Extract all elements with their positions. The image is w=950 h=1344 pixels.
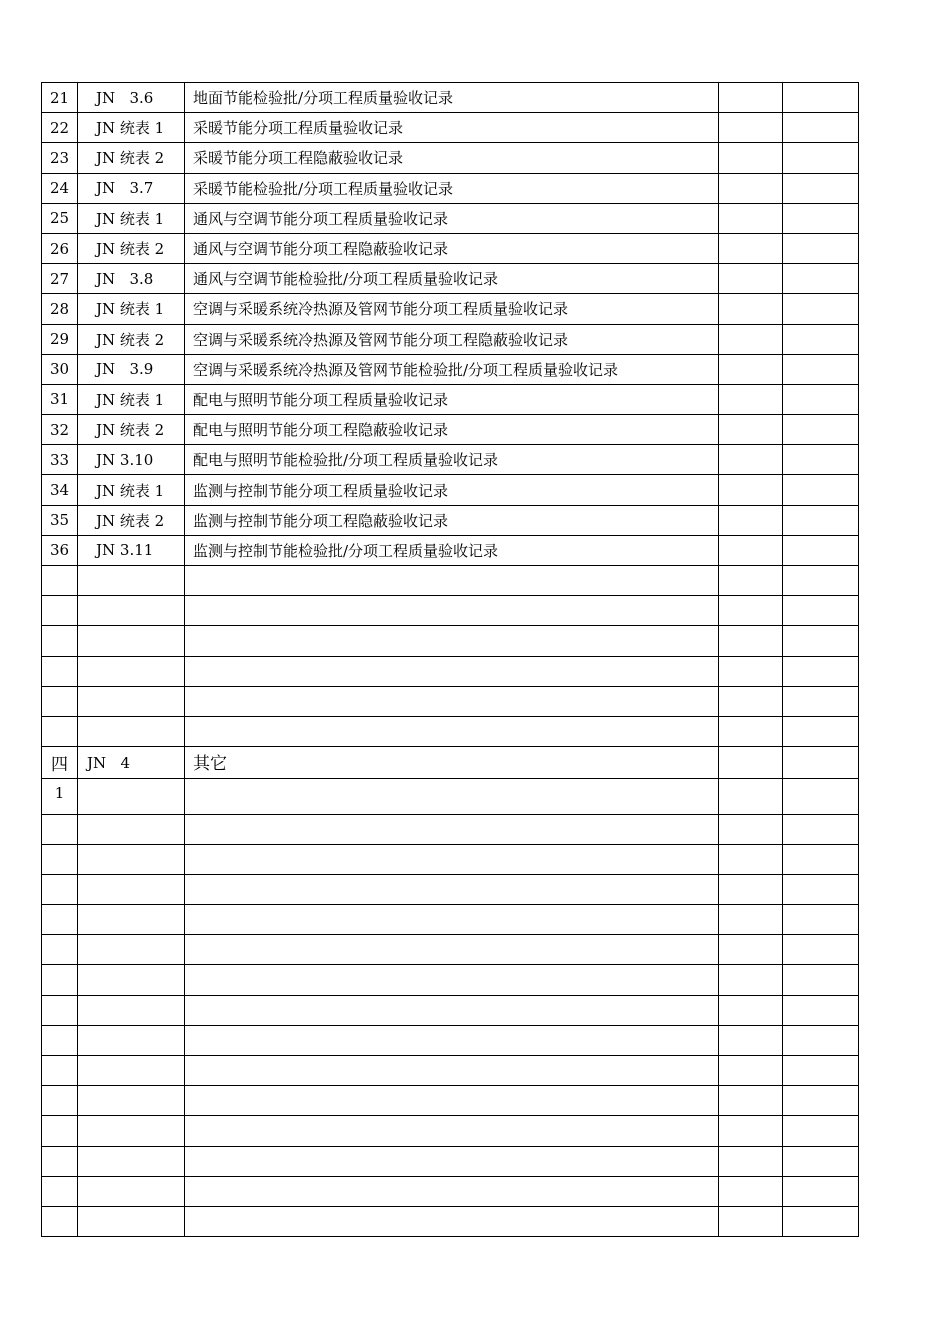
record-name: 空调与采暖系统冷热源及管网节能分项工程质量验收记录 (185, 294, 719, 324)
blank-cell (78, 965, 185, 995)
table-row (42, 83, 859, 113)
blank-cell (719, 143, 783, 173)
table-row (42, 264, 859, 294)
blank-cell (719, 905, 783, 935)
form-code: JN 3.11 (78, 535, 185, 565)
blank-cell (783, 143, 859, 173)
blank-cell (78, 814, 185, 844)
blank-cell (719, 384, 783, 414)
table-row (42, 354, 859, 384)
blank-cell (185, 965, 719, 995)
record-name: 通风与空调节能分项工程隐蔽验收记录 (185, 233, 719, 263)
blank-cell (42, 596, 78, 626)
blank-cell (783, 535, 859, 565)
blank-cell (783, 814, 859, 844)
row-number: 23 (42, 143, 78, 173)
record-name: 通风与空调节能分项工程质量验收记录 (185, 203, 719, 233)
blank-cell (185, 1206, 719, 1236)
form-code: JN 统表 1 (78, 203, 185, 233)
blank-cell (42, 1025, 78, 1055)
blank-cell (783, 505, 859, 535)
blank-cell (783, 874, 859, 904)
blank-cell (783, 324, 859, 354)
blank-cell (78, 779, 185, 814)
blank-cell (783, 656, 859, 686)
blank-cell (78, 596, 185, 626)
blank-cell (783, 747, 859, 779)
blank-cell (78, 905, 185, 935)
row-number: 34 (42, 475, 78, 505)
row-number: 1 (42, 779, 78, 814)
record-name: 监测与控制节能检验批/分项工程质量验收记录 (185, 535, 719, 565)
blank-cell (185, 596, 719, 626)
form-code: JN 统表 2 (78, 233, 185, 263)
blank-cell (78, 935, 185, 965)
empty-row (42, 905, 859, 935)
empty-row (42, 716, 859, 746)
blank-cell (42, 686, 78, 716)
blank-cell (185, 1025, 719, 1055)
blank-cell (42, 1206, 78, 1236)
blank-cell (42, 1146, 78, 1176)
blank-cell (78, 626, 185, 656)
blank-cell (42, 1086, 78, 1116)
blank-cell (78, 1206, 185, 1236)
blank-cell (719, 354, 783, 384)
blank-cell (78, 874, 185, 904)
blank-cell (719, 874, 783, 904)
blank-cell (719, 935, 783, 965)
blank-cell (719, 656, 783, 686)
blank-cell (185, 716, 719, 746)
blank-cell (719, 475, 783, 505)
blank-cell (783, 686, 859, 716)
blank-cell (783, 294, 859, 324)
blank-cell (78, 716, 185, 746)
empty-row (42, 1086, 859, 1116)
blank-cell (185, 656, 719, 686)
table-row (42, 143, 859, 173)
blank-cell (42, 814, 78, 844)
form-code: JN 3.9 (78, 354, 185, 384)
blank-cell (783, 1116, 859, 1146)
blank-cell (719, 173, 783, 203)
blank-cell (783, 935, 859, 965)
blank-cell (783, 716, 859, 746)
blank-cell (719, 965, 783, 995)
empty-row (42, 626, 859, 656)
row-number: 29 (42, 324, 78, 354)
table-row (42, 113, 859, 143)
table-body (42, 83, 859, 1237)
blank-cell (185, 686, 719, 716)
blank-cell (719, 1206, 783, 1236)
blank-cell (783, 354, 859, 384)
form-code: JN 3.8 (78, 264, 185, 294)
blank-cell (783, 203, 859, 233)
record-name: 采暖节能分项工程隐蔽验收记录 (185, 143, 719, 173)
row-number: 35 (42, 505, 78, 535)
blank-cell (719, 779, 783, 814)
blank-cell (78, 844, 185, 874)
empty-row (42, 965, 859, 995)
blank-cell (783, 113, 859, 143)
empty-row (42, 995, 859, 1025)
blank-cell (42, 874, 78, 904)
record-name: 监测与控制节能分项工程质量验收记录 (185, 475, 719, 505)
blank-cell (719, 294, 783, 324)
blank-cell (719, 814, 783, 844)
blank-cell (185, 905, 719, 935)
row-number: 25 (42, 203, 78, 233)
blank-cell (185, 1086, 719, 1116)
blank-cell (185, 1146, 719, 1176)
record-name: 监测与控制节能分项工程隐蔽验收记录 (185, 505, 719, 535)
table-row (42, 445, 859, 475)
blank-cell (185, 1056, 719, 1086)
blank-cell (783, 596, 859, 626)
empty-row (42, 814, 859, 844)
blank-cell (185, 566, 719, 596)
blank-cell (719, 445, 783, 475)
row-number: 27 (42, 264, 78, 294)
blank-cell (719, 535, 783, 565)
form-code: JN 统表 1 (78, 475, 185, 505)
empty-row (42, 1025, 859, 1055)
form-code: JN 统表 1 (78, 113, 185, 143)
blank-cell (42, 995, 78, 1025)
record-name: 空调与采暖系统冷热源及管网节能检验批/分项工程质量验收记录 (185, 354, 719, 384)
table-row (42, 475, 859, 505)
empty-row (42, 1176, 859, 1206)
blank-cell (783, 445, 859, 475)
table-row (42, 415, 859, 445)
table-row (42, 294, 859, 324)
blank-cell (185, 626, 719, 656)
blank-cell (783, 965, 859, 995)
blank-cell (42, 1176, 78, 1206)
form-code: JN 3.6 (78, 83, 185, 113)
row-number: 31 (42, 384, 78, 414)
form-code: JN 统表 1 (78, 384, 185, 414)
table-row (42, 173, 859, 203)
blank-cell (78, 1056, 185, 1086)
blank-cell (185, 814, 719, 844)
blank-cell (185, 935, 719, 965)
blank-cell (783, 1206, 859, 1236)
blank-cell (783, 384, 859, 414)
blank-cell (719, 83, 783, 113)
blank-cell (719, 596, 783, 626)
blank-cell (719, 415, 783, 445)
row-number: 33 (42, 445, 78, 475)
table-row (42, 324, 859, 354)
record-name: 地面节能检验批/分项工程质量验收记录 (185, 83, 719, 113)
table-row (42, 779, 859, 814)
blank-cell (783, 995, 859, 1025)
blank-cell (42, 626, 78, 656)
table-row (42, 233, 859, 263)
row-number: 21 (42, 83, 78, 113)
blank-cell (719, 203, 783, 233)
blank-cell (719, 626, 783, 656)
blank-cell (719, 324, 783, 354)
blank-cell (185, 995, 719, 1025)
form-code: JN 3.10 (78, 445, 185, 475)
blank-cell (78, 566, 185, 596)
section-title: 其它 (185, 747, 719, 779)
blank-cell (78, 1086, 185, 1116)
blank-cell (719, 1056, 783, 1086)
blank-cell (42, 844, 78, 874)
blank-cell (42, 566, 78, 596)
blank-cell (42, 1116, 78, 1146)
form-code: JN 统表 2 (78, 415, 185, 445)
blank-cell (783, 1086, 859, 1116)
blank-cell (185, 779, 719, 814)
blank-cell (783, 905, 859, 935)
blank-cell (185, 1116, 719, 1146)
section-header-row (42, 747, 859, 779)
blank-cell (42, 656, 78, 686)
blank-cell (783, 566, 859, 596)
blank-cell (783, 264, 859, 294)
blank-cell (719, 505, 783, 535)
blank-cell (719, 566, 783, 596)
section-number: 四 (42, 747, 78, 779)
acceptance-record-table (41, 82, 859, 1237)
blank-cell (783, 1025, 859, 1055)
row-number: 28 (42, 294, 78, 324)
blank-cell (783, 779, 859, 814)
blank-cell (719, 1086, 783, 1116)
record-name: 配电与照明节能分项工程隐蔽验收记录 (185, 415, 719, 445)
blank-cell (78, 1146, 185, 1176)
empty-row (42, 1056, 859, 1086)
blank-cell (719, 716, 783, 746)
row-number: 26 (42, 233, 78, 263)
empty-row (42, 874, 859, 904)
blank-cell (783, 626, 859, 656)
table-row (42, 535, 859, 565)
blank-cell (78, 1025, 185, 1055)
blank-cell (42, 905, 78, 935)
blank-cell (78, 656, 185, 686)
blank-cell (783, 475, 859, 505)
empty-row (42, 844, 859, 874)
blank-cell (719, 1116, 783, 1146)
record-name: 空调与采暖系统冷热源及管网节能分项工程隐蔽验收记录 (185, 324, 719, 354)
empty-row (42, 566, 859, 596)
empty-row (42, 1146, 859, 1176)
row-number: 22 (42, 113, 78, 143)
form-code: JN 统表 2 (78, 324, 185, 354)
empty-row (42, 1206, 859, 1236)
form-code: JN 统表 2 (78, 505, 185, 535)
empty-row (42, 686, 859, 716)
blank-cell (78, 686, 185, 716)
blank-cell (42, 965, 78, 995)
blank-cell (78, 995, 185, 1025)
blank-cell (719, 686, 783, 716)
blank-cell (78, 1176, 185, 1206)
blank-cell (78, 1116, 185, 1146)
blank-cell (719, 1025, 783, 1055)
blank-cell (719, 995, 783, 1025)
form-code: JN 3.7 (78, 173, 185, 203)
form-code: JN 统表 2 (78, 143, 185, 173)
table-row (42, 505, 859, 535)
blank-cell (783, 83, 859, 113)
blank-cell (185, 874, 719, 904)
empty-row (42, 656, 859, 686)
empty-row (42, 1116, 859, 1146)
empty-row (42, 935, 859, 965)
blank-cell (783, 415, 859, 445)
blank-cell (783, 1146, 859, 1176)
row-number: 30 (42, 354, 78, 384)
record-name: 配电与照明节能检验批/分项工程质量验收记录 (185, 445, 719, 475)
section-code: JN 4 (78, 747, 185, 779)
blank-cell (783, 1176, 859, 1206)
blank-cell (719, 113, 783, 143)
row-number: 32 (42, 415, 78, 445)
blank-cell (719, 747, 783, 779)
blank-cell (42, 1056, 78, 1086)
record-name: 配电与照明节能分项工程质量验收记录 (185, 384, 719, 414)
record-name: 采暖节能检验批/分项工程质量验收记录 (185, 173, 719, 203)
table-row (42, 203, 859, 233)
blank-cell (185, 844, 719, 874)
blank-cell (783, 173, 859, 203)
blank-cell (783, 1056, 859, 1086)
table-row (42, 384, 859, 414)
blank-cell (719, 1176, 783, 1206)
blank-cell (185, 1176, 719, 1206)
blank-cell (783, 844, 859, 874)
blank-cell (719, 844, 783, 874)
empty-row (42, 596, 859, 626)
blank-cell (719, 1146, 783, 1176)
blank-cell (42, 935, 78, 965)
blank-cell (42, 716, 78, 746)
blank-cell (719, 233, 783, 263)
form-code: JN 统表 1 (78, 294, 185, 324)
record-name: 通风与空调节能检验批/分项工程质量验收记录 (185, 264, 719, 294)
blank-cell (719, 264, 783, 294)
row-number: 36 (42, 535, 78, 565)
blank-cell (783, 233, 859, 263)
record-name: 采暖节能分项工程质量验收记录 (185, 113, 719, 143)
row-number: 24 (42, 173, 78, 203)
